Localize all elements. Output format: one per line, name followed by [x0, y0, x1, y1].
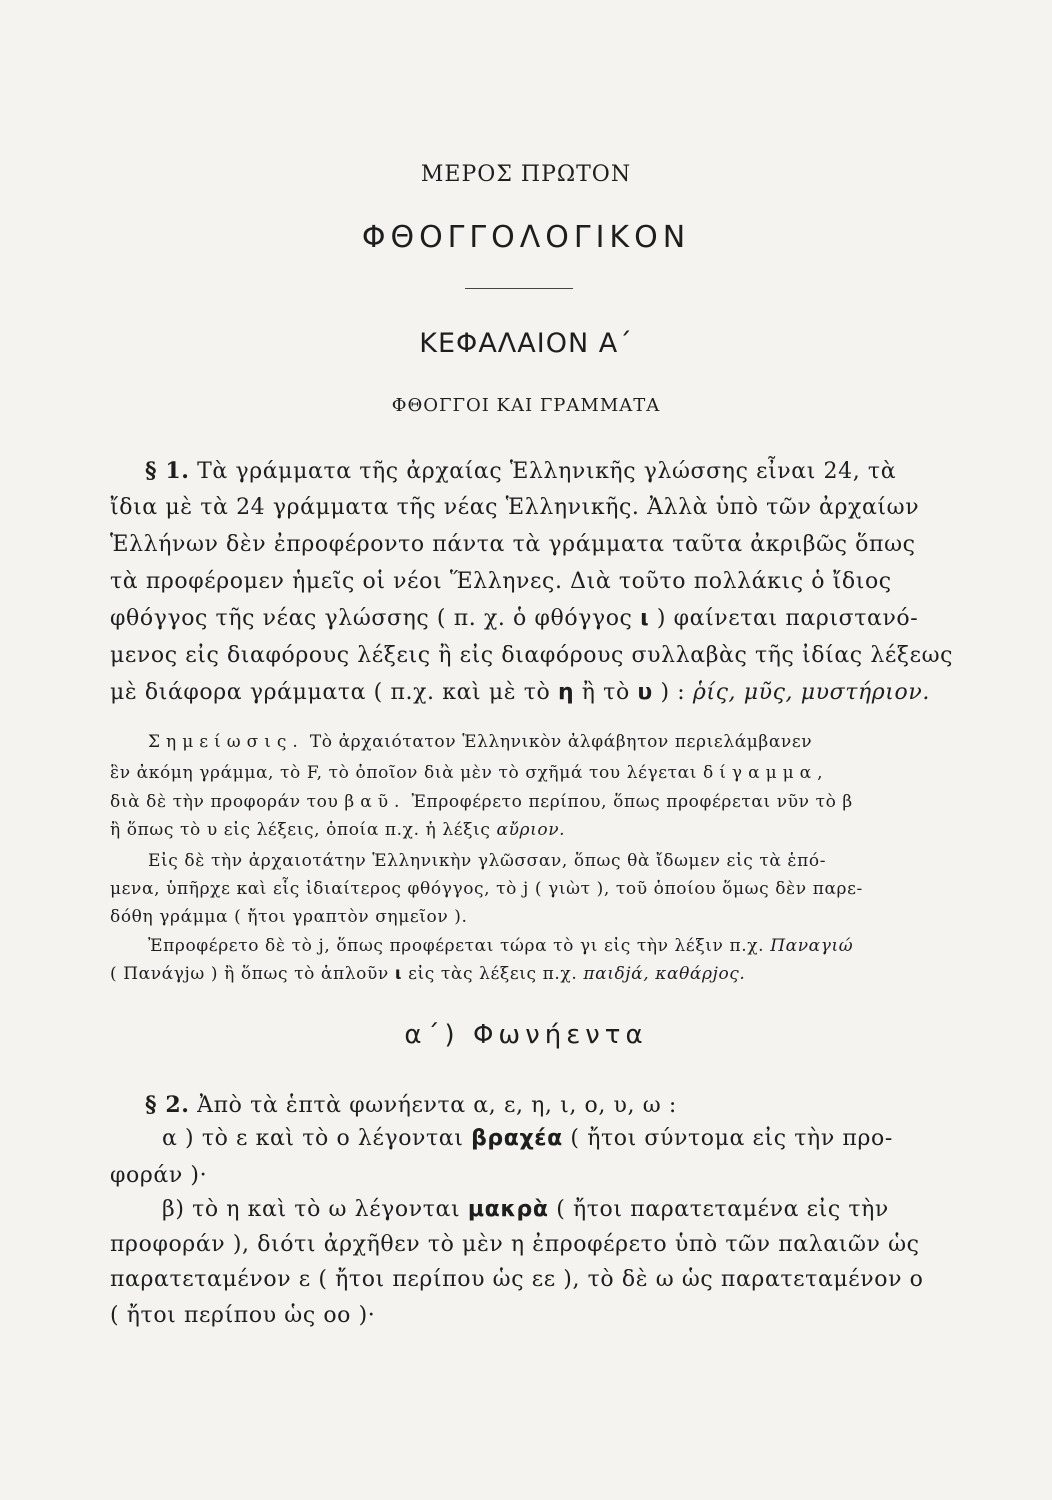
- text-span: Τὸ ἀρχαιότατον Ἑλληνικὸν ἀλφάβητον περιελάμβανεν: [309, 732, 813, 752]
- paragraph-2-line: [162, 1197, 889, 1222]
- text-span: α ) τὸ ε καὶ τὸ ο λέγονται: [162, 1126, 472, 1151]
- note-line: [148, 936, 853, 956]
- section-heading: ΦΘΟΓΓΟΙ ΚΑΙ ΓΡΑΜΜΑΤΑ: [391, 395, 661, 416]
- text-span: ( ἤτοι σύντομα εἰς τὴν προ-: [562, 1126, 893, 1151]
- paragraph-1-line: τὰ προφέρομεν ἡμεῖς οἱ νέοι Ἕλληνες. Διὰ τοῦτο πολλάκις ὁ ἴδιος: [110, 569, 892, 594]
- text-span: μὲ διάφορα γράμματα ( π.χ. καὶ μὲ τὸ: [110, 680, 558, 705]
- paragraph-2-line: φοράν )·: [110, 1163, 208, 1188]
- paragraph-1-line: Ἑλλήνων δὲν ἐπροφέροντο πάντα τὰ γράμματα ταῦτα ἀκριβῶς ὅπως: [110, 532, 916, 557]
- title-divider: [465, 288, 573, 289]
- bold-letter: ι: [640, 606, 650, 631]
- note-line: μενα, ὑπῆρχε καὶ εἷς ἰδιαίτερος φθόγγος, τὸ j ( γιὼτ ), τοῦ ὁποίου ὅμως δὲν παρε-: [110, 879, 863, 899]
- bold-term: βραχέα: [471, 1126, 563, 1151]
- note-line: [110, 820, 565, 840]
- chapter-heading: ΚΕΦΑΛΑΙΟΝ Α΄: [419, 328, 633, 359]
- text-span: ἢ τὸ: [574, 680, 638, 705]
- note-line: [110, 964, 745, 984]
- bold-letter: υ: [637, 680, 653, 705]
- text-span: Ἐπροφέρετο περίπου, ὅπως προφέρεται νῦν τὸ β: [405, 792, 853, 812]
- text-span: ( Πανάγjω ) ἢ ὅπως τὸ ἁπλοῦν: [110, 964, 395, 984]
- paragraph-2-line: [162, 1126, 893, 1151]
- note-line: Εἰς δὲ τὴν ἀρχαιοτάτην Ἑλληνικὴν γλῶσσαν, ὅπως θὰ ἴδωμεν εἰς τὰ ἑπό-: [148, 851, 827, 871]
- paragraph-2-line: [145, 1092, 677, 1118]
- text-span: ) φαίνεται παριστανό-: [649, 606, 919, 631]
- paragraph-1-line: [110, 606, 918, 631]
- subsection-heading: α΄) Φωνήεντα: [404, 1020, 648, 1050]
- note-line: [110, 763, 829, 783]
- italic-text: αὔριον.: [496, 820, 566, 840]
- text-span: ἓν ἀκόμη γράμμα, τὸ F, τὸ ὁποῖον διὰ μὲν τὸ σχῆμά του λέγεται: [110, 763, 704, 783]
- paragraph-1-line: [145, 458, 896, 484]
- text-span: Ἐπροφέρετο δὲ τὸ j, ὅπως προφέρεται τώρα τὸ γι εἰς τὴν λέξιν π.χ.: [148, 936, 771, 956]
- paragraph-mark: § 1.: [145, 458, 190, 484]
- text-span: Τὰ γράμματα τῆς ἀρχαίας Ἑλληνικῆς γλώσσης εἶναι 24, τὰ: [197, 459, 897, 484]
- paragraph-2-line: προφοράν ), διότι ἀρχῆθεν τὸ μὲν η ἐπροφέρετο ὑπὸ τῶν παλαιῶν ὡς: [110, 1232, 920, 1257]
- paragraph-1-line: [110, 680, 930, 705]
- text-span: Ἀπὸ τὰ ἑπτὰ φωνήεντα α, ε, η, ι, ο, υ, ω :: [197, 1093, 677, 1118]
- text-span: εἰς τὰς λέξεις π.χ.: [402, 964, 584, 984]
- spaced-word: δίγαμμα,: [703, 763, 829, 783]
- paragraph-1-line: μενος εἰς διαφόρους λέξεις ἢ εἰς διαφόρους συλλαβὰς τῆς ἰδίας λέξεως: [110, 643, 954, 668]
- text-span: β) τὸ η καὶ τὸ ω λέγονται: [162, 1197, 468, 1222]
- spaced-word: βαῦ.: [344, 792, 406, 812]
- italic-text: ῥίς, μῦς, μυστήριον.: [692, 680, 930, 705]
- bold-letter: η: [557, 680, 575, 705]
- paragraph-1-line: ἴδια μὲ τὰ 24 γράμματα τῆς νέας Ἑλληνικῆς. Ἀλλὰ ὑπὸ τῶν ἀρχαίων: [110, 495, 920, 520]
- italic-text: Παναγιώ: [770, 936, 854, 956]
- part-heading: ΜΕΡΟΣ ΠΡΩΤΟΝ: [420, 162, 632, 187]
- text-span: ἢ ὅπως τὸ υ εἰς λέξεις, ὁποία π.χ. ἡ λέξις: [110, 820, 497, 840]
- paragraph-mark: § 2.: [145, 1092, 190, 1118]
- bold-term: μακρὰ: [467, 1197, 549, 1222]
- paragraph-2-line: παρατεταμένον ε ( ἤτοι περίπου ὡς εε ), τὸ δὲ ω ὡς παρατεταμένον ο: [110, 1267, 924, 1292]
- note-line: δόθη γράμμα ( ἤτοι γραπτὸν σημεῖον ).: [110, 907, 468, 927]
- note-line: [148, 732, 812, 752]
- text-span: ( ἤτοι παρατεταμένα εἰς τὴν: [548, 1197, 889, 1222]
- text-span: φθόγγος τῆς νέας γλώσσης ( π. χ. ὁ φθόγγος: [110, 606, 641, 631]
- note-line: [110, 792, 853, 812]
- bold-letter: ι: [394, 964, 403, 984]
- title-heading: ΦΘΟΓΓΟΛΟΓΙΚΟΝ: [361, 220, 691, 255]
- italic-text: παιδjά, καθάρjος.: [583, 964, 746, 984]
- text-span: διὰ δὲ τὴν προφοράν του: [110, 792, 345, 812]
- paragraph-2-line: ( ἤτοι περίπου ὡς οο )·: [110, 1303, 376, 1328]
- note-label: Σημείωσις.: [148, 732, 304, 752]
- text-span: ) :: [652, 680, 693, 705]
